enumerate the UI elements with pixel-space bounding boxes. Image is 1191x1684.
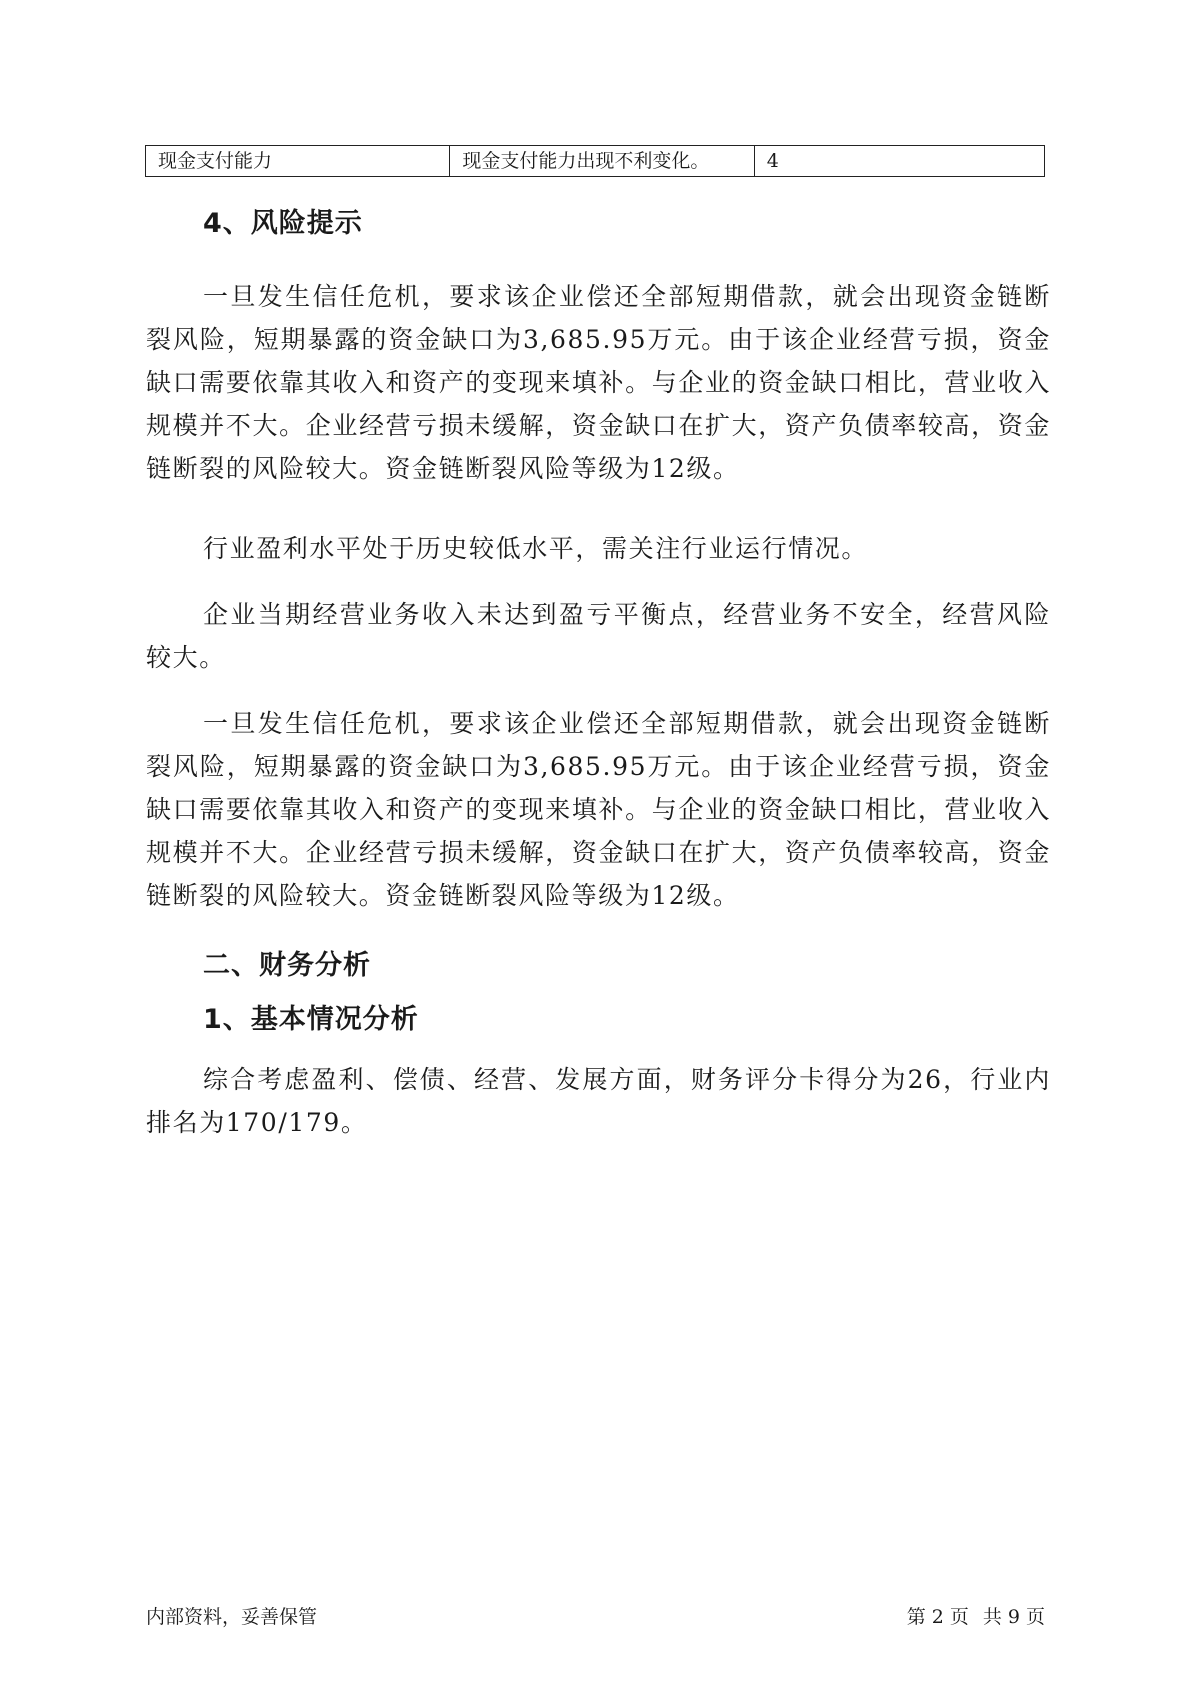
- page-prefix: 第: [906, 1606, 926, 1628]
- page-unit: 页: [949, 1606, 969, 1628]
- current-page: 2: [931, 1606, 944, 1628]
- finance-paragraph: 综合考虑盈利、偿债、经营、发展方面，财务评分卡得分为26，行业内排名为170/179。: [146, 1065, 1051, 1137]
- description-cell: 现金支付能力出现不利变化。: [450, 146, 754, 177]
- risk-paragraph-4: 一旦发生信任危机，要求该企业偿还全部短期借款，就会出现资金链断裂风险，短期暴露的资金缺口为3,685.95万元。由于该企业经营亏损，资金缺口需要依靠其收入和资产的变现来填补。与企业的资金缺口相比，营业收入规模并不大。企业经营亏损未缓解，资金缺口在扩大，资产负债率较高，资金链断裂的风险较大。资金链断裂风险等级为12级。: [146, 709, 1051, 910]
- total-pages: 9: [1007, 1606, 1020, 1628]
- risk-indicator-table: [145, 145, 1045, 177]
- basic-analysis-heading: 1、基本情况分析: [203, 1004, 419, 1035]
- page-number: [907, 1602, 1045, 1629]
- risk-paragraph-2: 行业盈利水平处于历史较低水平，需关注行业运行情况。: [203, 534, 869, 563]
- confidential-note: 内部资料，妥善保管: [146, 1606, 318, 1628]
- risk-paragraph-1: 一旦发生信任危机，要求该企业偿还全部短期借款，就会出现资金链断裂风险，短期暴露的资金缺口为3,685.95万元。由于该企业经营亏损，资金缺口需要依靠其收入和资产的变现来填补。与企业的资金缺口相比，营业收入规模并不大。企业经营亏损未缓解，资金缺口在扩大，资产负债率较高，资金链断裂的风险较大。资金链断裂风险等级为12级。: [146, 282, 1051, 483]
- table-row: [146, 146, 1045, 177]
- risk-heading: 4、风险提示: [203, 208, 363, 239]
- indicator-cell: 现金支付能力: [146, 146, 450, 177]
- level-cell: 4: [754, 146, 1044, 177]
- risk-paragraph-3: 企业当期经营业务收入未达到盈亏平衡点，经营业务不安全，经营风险较大。: [146, 600, 1051, 672]
- finance-heading: 二、财务分析: [203, 950, 371, 981]
- total-unit: 页: [1025, 1606, 1045, 1628]
- total-prefix: 共: [982, 1606, 1002, 1628]
